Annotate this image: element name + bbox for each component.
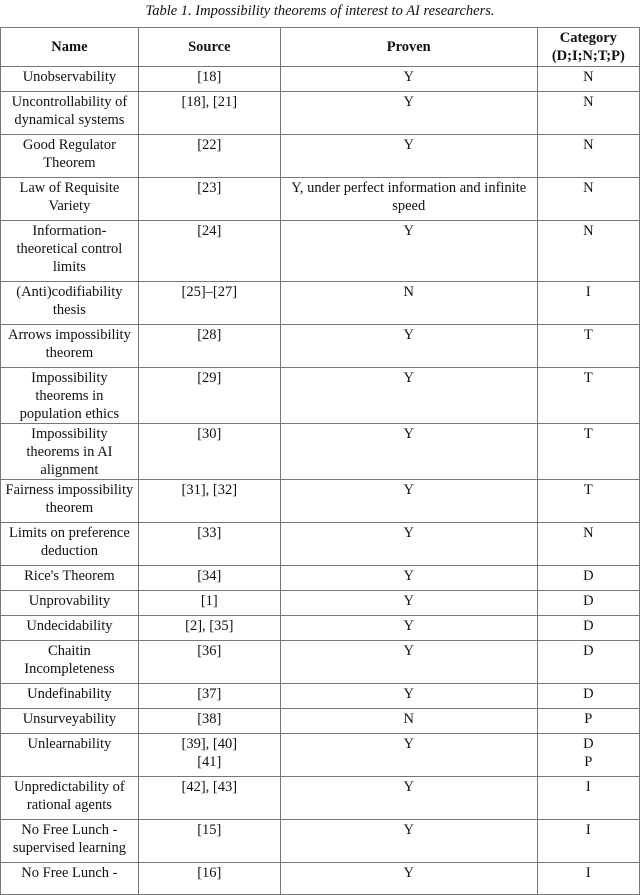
cell-name: Unobservability [1,67,139,92]
cell-proven: Y [280,480,537,523]
cell-source: [42], [43] [138,777,280,820]
cell-proven: Y [280,523,537,566]
table-row [1,325,640,368]
cell-proven: Y [280,616,537,641]
cell-source: [2], [35] [138,616,280,641]
table-row [1,684,640,709]
cell-name: Fairness impossibility theorem [1,480,139,523]
cell-proven: Y [280,368,537,424]
cell-name: Uncontrollability of dynamical systems [1,92,139,135]
cell-category: N [537,221,639,282]
cell-category: T [537,368,639,424]
cell-name: Good Regulator Theorem [1,135,139,178]
cell-source: [1] [138,591,280,616]
cell-category: N [537,135,639,178]
table-row [1,67,640,92]
table-caption: Table 1. Impossibility theorems of interest to AI researchers. [145,3,495,19]
cell-source: [31], [32] [138,480,280,523]
cell-category: D [537,566,639,591]
cell-category: T [537,480,639,523]
header-source: Source [138,28,280,67]
cell-proven: Y [280,684,537,709]
table-row [1,777,640,820]
header-category: Category (D;I;N;T;P) [537,28,639,67]
cell-name: Impossibility theorems in population ethics [1,368,139,424]
cell-proven: Y [280,734,537,777]
cell-name: Unpredictability of rational agents [1,777,139,820]
cell-source: [18] [138,67,280,92]
impossibility-theorems-table [0,27,640,895]
cell-proven: N [280,709,537,734]
table-row [1,178,640,221]
cell-proven: Y [280,863,537,895]
table-row [1,480,640,523]
table-row [1,368,640,424]
cell-source: [16] [138,863,280,895]
cell-proven: Y [280,641,537,684]
cell-proven: Y [280,92,537,135]
cell-source: [29] [138,368,280,424]
cell-source: [24] [138,221,280,282]
cell-name: Unlearnability [1,734,139,777]
cell-name: Limits on preference deduction [1,523,139,566]
table-header-row [1,28,640,67]
cell-name: Undefinability [1,684,139,709]
cell-category: I [537,777,639,820]
cell-category: N [537,67,639,92]
cell-source: [33] [138,523,280,566]
cell-source: [39], [40] [41] [138,734,280,777]
cell-proven: Y [280,67,537,92]
cell-name: (Anti)codifiability thesis [1,282,139,325]
cell-source: [25]–[27] [138,282,280,325]
cell-proven: Y [280,325,537,368]
cell-proven: Y [280,777,537,820]
cell-category: I [537,863,639,895]
cell-source: [38] [138,709,280,734]
table-row [1,641,640,684]
table-row [1,863,640,895]
cell-source: [22] [138,135,280,178]
cell-proven: Y, under perfect information and infinite speed [280,178,537,221]
table-row [1,135,640,178]
cell-category: D P [537,734,639,777]
cell-source: [15] [138,820,280,863]
cell-name: Undecidability [1,616,139,641]
cell-source: [34] [138,566,280,591]
cell-category: I [537,282,639,325]
cell-name: Unsurveyability [1,709,139,734]
cell-source: [37] [138,684,280,709]
table-row [1,566,640,591]
cell-proven: Y [280,221,537,282]
table-row [1,820,640,863]
table-row [1,92,640,135]
table-row [1,616,640,641]
cell-category: N [537,178,639,221]
cell-name: No Free Lunch - supervised learning [1,820,139,863]
cell-category: D [537,684,639,709]
cell-source: [28] [138,325,280,368]
cell-name: Unprovability [1,591,139,616]
cell-name: Chaitin Incompleteness [1,641,139,684]
cell-category: T [537,424,639,480]
cell-proven: Y [280,820,537,863]
cell-proven: N [280,282,537,325]
cell-name: Rice's Theorem [1,566,139,591]
cell-proven: Y [280,591,537,616]
header-proven: Proven [280,28,537,67]
cell-proven: Y [280,424,537,480]
cell-name: Law of Requisite Variety [1,178,139,221]
cell-source: [23] [138,178,280,221]
table-row [1,282,640,325]
cell-name: No Free Lunch - [1,863,139,895]
cell-category: D [537,641,639,684]
cell-source: [18], [21] [138,92,280,135]
cell-category: D [537,591,639,616]
table-row [1,523,640,566]
cell-name: Impossibility theorems in AI alignment [1,424,139,480]
table-row [1,221,640,282]
header-name: Name [1,28,139,67]
cell-source: [36] [138,641,280,684]
cell-name: Information-theoretical control limits [1,221,139,282]
table-row [1,709,640,734]
cell-category: D [537,616,639,641]
cell-proven: Y [280,566,537,591]
cell-category: P [537,709,639,734]
table-row [1,734,640,777]
table-row [1,591,640,616]
cell-category: I [537,820,639,863]
cell-category: T [537,325,639,368]
table-row [1,424,640,480]
cell-proven: Y [280,135,537,178]
cell-category: N [537,523,639,566]
cell-category: N [537,92,639,135]
cell-source: [30] [138,424,280,480]
cell-name: Arrows impossibility theorem [1,325,139,368]
